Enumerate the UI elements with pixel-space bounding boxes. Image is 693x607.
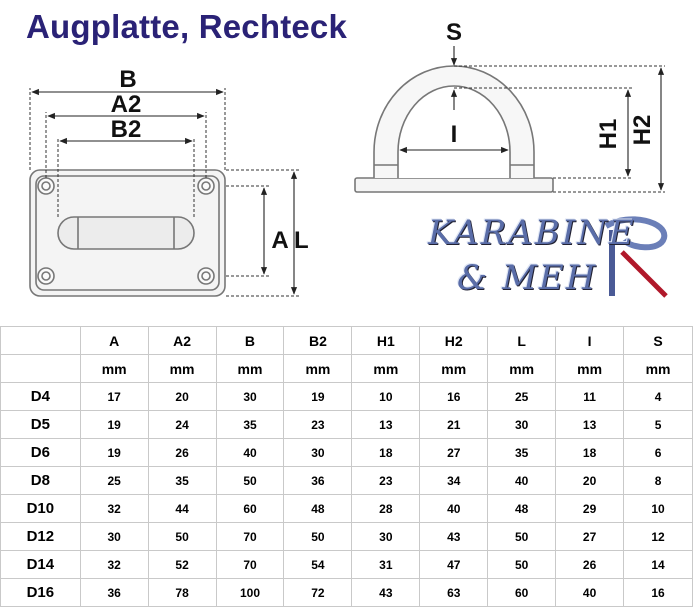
value-cell: 19 xyxy=(80,439,148,467)
label-i: I xyxy=(450,121,458,148)
value-cell: 43 xyxy=(420,523,488,551)
value-cell: 78 xyxy=(148,579,216,607)
unit-cell: mm xyxy=(148,355,216,383)
value-cell: 47 xyxy=(420,551,488,579)
unit-cell: mm xyxy=(488,355,556,383)
dimension-table xyxy=(0,326,693,607)
table-row xyxy=(1,551,693,579)
value-cell: 11 xyxy=(556,383,624,411)
value-cell: 10 xyxy=(624,495,693,523)
value-cell: 13 xyxy=(352,411,420,439)
column-header-a: A xyxy=(80,327,148,355)
value-cell: 16 xyxy=(420,383,488,411)
value-cell: 32 xyxy=(80,495,148,523)
value-cell: 6 xyxy=(624,439,693,467)
table-row xyxy=(1,439,693,467)
value-cell: 54 xyxy=(284,551,352,579)
value-cell: 35 xyxy=(488,439,556,467)
value-cell: 19 xyxy=(284,383,352,411)
value-cell: 30 xyxy=(284,439,352,467)
value-cell: 60 xyxy=(488,579,556,607)
value-cell: 35 xyxy=(148,467,216,495)
table-units-row xyxy=(1,355,693,383)
row-label: D4 xyxy=(1,383,81,411)
label-h1: H1 xyxy=(595,118,622,150)
column-header-b2: B2 xyxy=(284,327,352,355)
value-cell: 72 xyxy=(284,579,352,607)
row-label: D14 xyxy=(1,551,81,579)
label-b: B xyxy=(119,66,137,93)
table-row xyxy=(1,467,693,495)
value-cell: 18 xyxy=(556,439,624,467)
column-header-h1: H1 xyxy=(352,327,420,355)
value-cell: 23 xyxy=(352,467,420,495)
row-label: D12 xyxy=(1,523,81,551)
value-cell: 21 xyxy=(420,411,488,439)
value-cell: 30 xyxy=(216,383,284,411)
table-row xyxy=(1,383,693,411)
value-cell: 30 xyxy=(80,523,148,551)
label-a2: A2 xyxy=(110,91,142,118)
value-cell: 32 xyxy=(80,551,148,579)
value-cell: 26 xyxy=(148,439,216,467)
value-cell: 27 xyxy=(420,439,488,467)
unit-cell: mm xyxy=(284,355,352,383)
row-label: D5 xyxy=(1,411,81,439)
value-cell: 52 xyxy=(148,551,216,579)
value-cell: 34 xyxy=(420,467,488,495)
column-header-b: B xyxy=(216,327,284,355)
label-b2: B2 xyxy=(110,116,142,143)
unit-cell: mm xyxy=(352,355,420,383)
table-row xyxy=(1,523,693,551)
value-cell: 40 xyxy=(420,495,488,523)
row-label: D8 xyxy=(1,467,81,495)
value-cell: 36 xyxy=(80,579,148,607)
label-h2: H2 xyxy=(629,114,656,146)
value-cell: 18 xyxy=(352,439,420,467)
value-cell: 63 xyxy=(420,579,488,607)
value-cell: 8 xyxy=(624,467,693,495)
value-cell: 50 xyxy=(488,523,556,551)
value-cell: 26 xyxy=(556,551,624,579)
column-header-h2: H2 xyxy=(420,327,488,355)
value-cell: 50 xyxy=(488,551,556,579)
value-cell: 100 xyxy=(216,579,284,607)
value-cell: 44 xyxy=(148,495,216,523)
value-cell: 40 xyxy=(556,579,624,607)
value-cell: 60 xyxy=(216,495,284,523)
value-cell: 28 xyxy=(352,495,420,523)
value-cell: 36 xyxy=(284,467,352,495)
row-label: D16 xyxy=(1,579,81,607)
value-cell: 29 xyxy=(556,495,624,523)
table-row xyxy=(1,495,693,523)
logo-text-line1: KARABINE xyxy=(428,213,636,253)
value-cell: 31 xyxy=(352,551,420,579)
header-corner xyxy=(1,327,81,355)
unit-cell: mm xyxy=(420,355,488,383)
value-cell: 50 xyxy=(148,523,216,551)
column-header-s: S xyxy=(624,327,693,355)
value-cell: 43 xyxy=(352,579,420,607)
column-header-i: I xyxy=(556,327,624,355)
row-label: D6 xyxy=(1,439,81,467)
value-cell: 20 xyxy=(148,383,216,411)
value-cell: 25 xyxy=(488,383,556,411)
column-header-l: L xyxy=(488,327,556,355)
value-cell: 23 xyxy=(284,411,352,439)
value-cell: 12 xyxy=(624,523,693,551)
value-cell: 17 xyxy=(80,383,148,411)
unit-cell: mm xyxy=(624,355,693,383)
value-cell: 5 xyxy=(624,411,693,439)
value-cell: 35 xyxy=(216,411,284,439)
value-cell: 40 xyxy=(488,467,556,495)
value-cell: 48 xyxy=(284,495,352,523)
value-cell: 4 xyxy=(624,383,693,411)
value-cell: 48 xyxy=(488,495,556,523)
row-label: D10 xyxy=(1,495,81,523)
label-s: S xyxy=(445,19,463,46)
value-cell: 10 xyxy=(352,383,420,411)
label-a: A xyxy=(271,227,289,254)
unit-cell: mm xyxy=(556,355,624,383)
value-cell: 16 xyxy=(624,579,693,607)
logo-text-line2: & MEH xyxy=(457,258,598,298)
column-header-a2: A2 xyxy=(148,327,216,355)
units-corner xyxy=(1,355,81,383)
value-cell: 27 xyxy=(556,523,624,551)
value-cell: 19 xyxy=(80,411,148,439)
plate-front-view xyxy=(30,170,225,296)
label-l: L xyxy=(294,227,309,254)
table-header-row xyxy=(1,327,693,355)
table-row xyxy=(1,411,693,439)
value-cell: 20 xyxy=(556,467,624,495)
unit-cell: mm xyxy=(80,355,148,383)
value-cell: 50 xyxy=(216,467,284,495)
page-title: Augplatte, Rechteck xyxy=(26,8,348,45)
table-row xyxy=(1,579,693,607)
value-cell: 24 xyxy=(148,411,216,439)
value-cell: 70 xyxy=(216,551,284,579)
value-cell: 50 xyxy=(284,523,352,551)
value-cell: 30 xyxy=(488,411,556,439)
value-cell: 14 xyxy=(624,551,693,579)
value-cell: 40 xyxy=(216,439,284,467)
value-cell: 70 xyxy=(216,523,284,551)
unit-cell: mm xyxy=(216,355,284,383)
value-cell: 25 xyxy=(80,467,148,495)
value-cell: 30 xyxy=(352,523,420,551)
value-cell: 13 xyxy=(556,411,624,439)
